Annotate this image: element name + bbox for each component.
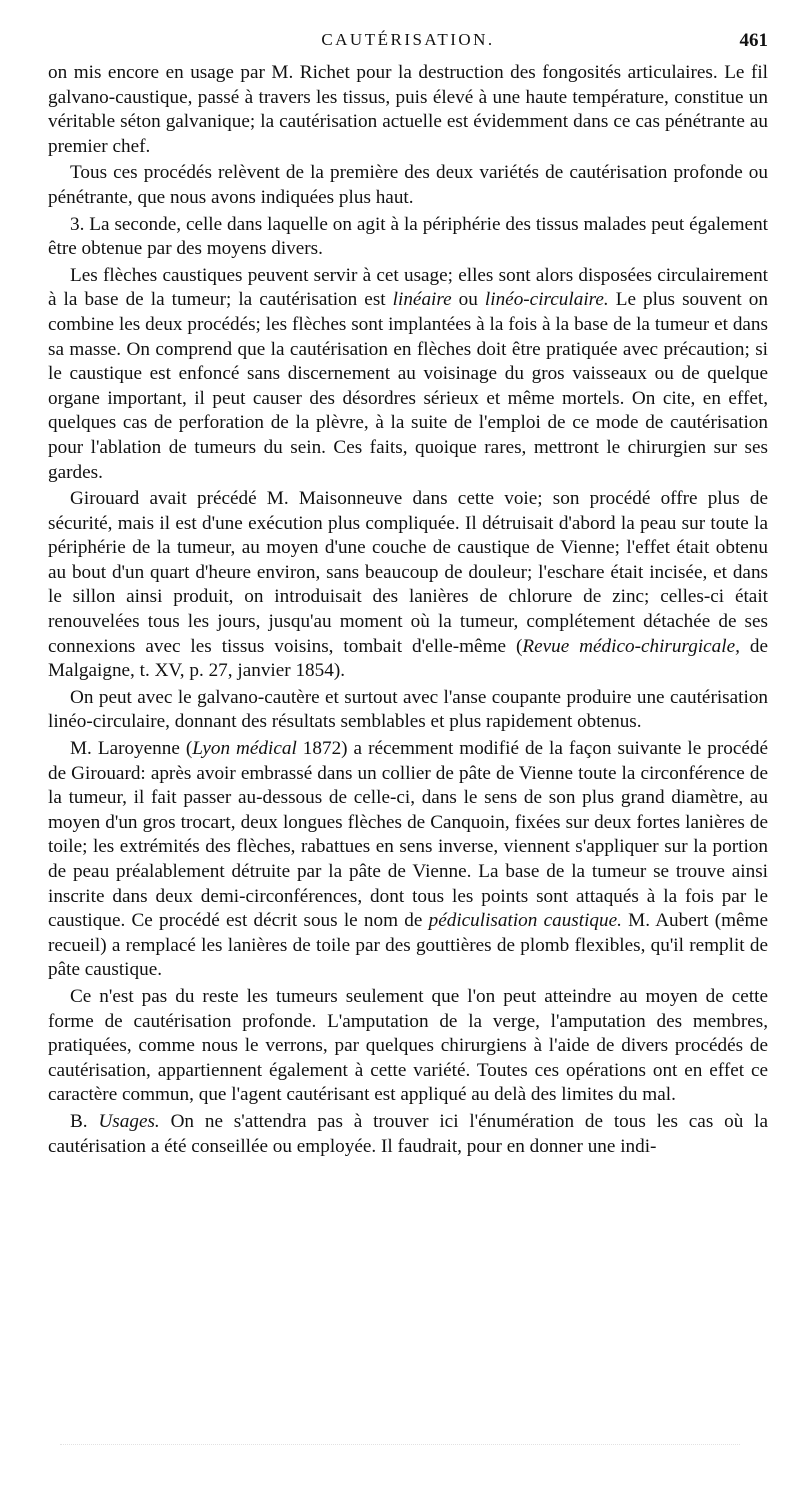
paragraph-9	[48, 1110, 768, 1159]
paragraph-5	[48, 487, 768, 684]
paragraph-7	[48, 737, 768, 983]
bleed-through-marks	[60, 1444, 740, 1455]
paragraph-2: Tous ces procédés relèvent de la première des deux variétés de cautérisation profonde ou pénétrante, que nous avons indiquées plus haut.	[48, 162, 768, 208]
paragraph-8: Ce n'est pas du reste les tumeurs seulement que l'on peut atteindre au moyen de cette forme de cautérisation profonde. L'amputation de la verge, l'amputation des membres, pratiquées, comme nous le verrons, par quelques chirurgiens à l'aide de divers procédés de cautérisation, appartiennent également à cette variété. Toutes ces opérations ont en effet ce caractère commun, que l'agent cautérisant est appliqué au delà des limites du mal.	[48, 985, 768, 1106]
paragraph-9-text-a: B.	[70, 1110, 99, 1132]
paragraph-4-text-a: Les flèches caustiques peuvent servir à cet usage; elles sont alors disposées circulairement à la base de la tumeur; la cautérisation est	[48, 264, 768, 311]
paragraph-5-text-a: Girouard avait précédé M. Maisonneuve dans cette voie; son procédé offre plus de sécurité, mais il est d'une exécution plus compliquée. Il détruisait d'abord la peau sur toute la périphérie de la tumeur, au moyen d'une couche de caustique de Vienne; l'effet était obtenu au bout d'un quart d'heure environ, sans beaucoup de douleur; l'eschare était incisée, et dans le sillon ainsi produit, on introduisait des lanières de chlorure de zinc; celles-ci était renouvelées tous les jours, jusqu'au moment où la tumeur, complétement détachée de ses connexions avec les tissus voisins, tombait d'elle-même (	[48, 488, 768, 657]
page-header	[48, 30, 768, 56]
running-head: CAUTÉRISATION.	[321, 30, 495, 49]
paragraph-6: On peut avec le galvano-cautère et surtout avec l'anse coupante produire une cautérisation linéo-circulaire, donnant des résultats semblables et plus rapidement obtenus.	[48, 686, 768, 733]
paragraph-1: on mis encore en usage par M. Richet pour la destruction des fongosités articulaires. Le fil galvano-caustique, passé à travers les tissus, puis élevé à une haute température, constitue un véritable séton galvanique; la cautérisation actuelle est évidemment dans ce cas pénétrante au premier chef.	[48, 62, 768, 157]
paragraph-9-text-b: On ne s'attendra pas à trouver ici l'énumération de tous les cas où la cautérisation a été conseillée ou employée. Il faudrait, pour en donner une indi-	[48, 1110, 768, 1157]
paragraph-4-text-b: ou	[451, 289, 485, 311]
paragraph-4-text-c: Le plus souvent on combine les deux procédés; les flèches sont implantées à la fois à la base de la tumeur et dans sa masse. On comprend que la cautérisation en flèches doit être pratiquée avec précaution; si le caustique est enfoncé sans discernement au voisinage du gros vaisseaux ou de quelque organe important, il peut causer des désordres sérieux et même mortels. On cite, en effet, quelques cas de perforation de la plèvre, à la suite de l'emploi de ce mode de cautérisation pour l'ablation de tumeurs du sein. Ces faits, quoique rares, mettront le chirurgien sur ses gardes.	[48, 289, 768, 483]
paragraph-7-text-c: M. Aubert (même recueil) a remplacé les lanières de toile par des gouttières de plomb flexibles, qu'il remplit de pâte caustique.	[48, 910, 768, 981]
citation-revue: Revue médico-chirurgicale,	[522, 635, 740, 657]
paragraph-5-text-b: de Malgaigne, t. XV, p. 27, janvier 1854).	[48, 635, 768, 682]
citation-lyon-medical: Lyon médical	[192, 738, 297, 760]
paragraph-4	[48, 264, 768, 485]
section-usages: Usages.	[98, 1110, 160, 1132]
term-lineo-circulaire: linéo-circulaire.	[484, 289, 609, 311]
term-pediculisation: pédiculisation caustique.	[428, 910, 622, 932]
page-number: 461	[739, 30, 768, 51]
paragraph-7-text-b: 1872) a récemment modifié de la façon suivante le procédé de Girouard: après avoir embrassé dans un collier de pâte de Vienne toute la circonférence de la tumeur, il fait passer au-dessous de celle-ci, dans le sens de son plus grand diamètre, au moyen d'un gros trocart, deux longues flèches de Canquoin, fixées sur deux fortes lanières de toile; les extrémités des flèches, rabattues en sens inverse, viennent s'appliquer sur la portion de peau préalablement détruite par la pâte de Vienne. La base de la tumeur se trouve ainsi inscrite dans deux demi-circonférences, dont tous les points sont attaqués à la fois par le caustique. Ce procédé est décrit sous le nom de	[48, 738, 768, 932]
body-text	[48, 61, 768, 1161]
paragraph-3: 3. La seconde, celle dans laquelle on agit à la périphérie des tissus malades peut également être obtenue par des moyens divers.	[48, 213, 768, 260]
paragraph-7-text-a: M. Laroyenne (	[70, 738, 193, 760]
term-lineaire: linéaire	[392, 289, 452, 311]
